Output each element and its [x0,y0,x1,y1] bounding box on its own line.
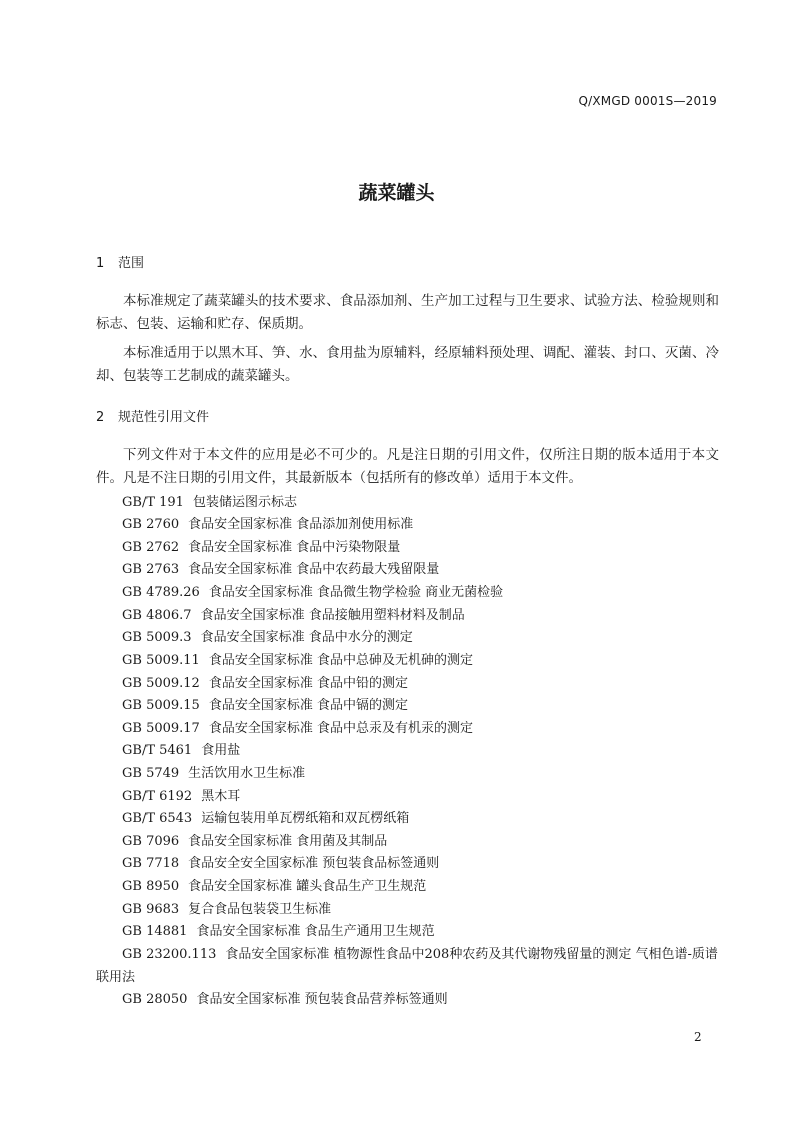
reference-title: 包装储运图示标志 [192,495,297,510]
reference-code: GB 5009.11 [122,653,200,668]
reference-item [122,652,473,670]
section-1-paragraph-2: 本标准适用于以黑木耳、笋、水、食用盐为原辅料，经原辅料预处理、调配、灌装、封口、灭菌、冷却、包装等工艺制成的蔬菜罐头。 [96,345,719,384]
reference-code: GB 7718 [122,856,180,871]
reference-title: 食品安全国家标准 食品接触用塑料材料及制品 [200,608,465,623]
section-2-number: 2 [96,410,105,425]
section-2-intro: 下列文件对于本文件的应用是必不可少的。凡是注日期的引用文件，仅所注日期的版本适用于本文件。凡是不注日期的引用文件，其最新版本（包括所有的修改单）适用于本文件。 [96,447,719,486]
reference-item [122,629,413,647]
reference-item [122,991,448,1009]
section-1-title: 范围 [118,256,145,271]
reference-code: GB/T 6192 [122,789,193,804]
reference-code: GB 9683 [122,902,180,917]
reference-code: GB 5009.3 [122,630,192,645]
reference-code: GB 5009.17 [122,721,200,736]
reference-item [122,878,426,896]
reference-title: 食品安全国家标准 食品中农药最大残留限量 [188,562,440,577]
reference-code: GB 5009.15 [122,698,200,713]
reference-title: 食品安全国家标准 罐头食品生产卫生规范 [188,879,427,894]
reference-title: 食品安全国家标准 食品微生物学检验 商业无菌检验 [208,585,504,600]
reference-title: 食品安全国家标准 预包装食品营养标签通则 [196,992,448,1007]
reference-item [122,516,413,534]
reference-title: 黑木耳 [201,789,241,804]
reference-title: 食品安全安全国家标准 预包装食品标签通则 [188,856,440,871]
reference-code: GB 4806.7 [122,608,192,623]
reference-title: 食品安全国家标准 植物源性食品中208种农药及其代谢物残留量的测定 气相色谱-质谱联用法 [96,947,718,985]
reference-code: GB 4789.26 [122,585,200,600]
reference-code: GB 7096 [122,834,180,849]
reference-code: GB 28050 [122,992,188,1007]
reference-code: GB 2763 [122,562,180,577]
reference-title: 食品安全国家标准 食品中铅的测定 [208,676,408,691]
page-title: 蔬菜罐头 [358,182,435,204]
standard-code: Q/XMGD 0001S—2019 [578,94,717,108]
reference-title: 食品安全国家标准 食品添加剂使用标准 [188,517,414,532]
reference-title: 复合食品包装袋卫生标准 [188,902,332,917]
reference-code: GB 5009.12 [122,676,200,691]
reference-title: 食品安全国家标准 食品生产通用卫生规范 [196,924,435,939]
reference-item [122,584,503,602]
reference-code: GB 23200.113 [122,947,217,962]
reference-item [122,742,240,760]
reference-item [122,607,465,625]
reference-item [122,720,473,738]
reference-code: GB 5749 [122,766,180,781]
reference-title: 食品安全国家标准 食品中总汞及有机汞的测定 [208,721,473,736]
section-1-paragraph-1: 本标准规定了蔬菜罐头的技术要求、食品添加剂、生产加工过程与卫生要求、试验方法、检验规则和标志、包装、运输和贮存、保质期。 [96,293,719,332]
reference-code: GB/T 191 [122,495,184,510]
reference-item [122,494,297,512]
reference-code: GB 2760 [122,517,180,532]
reference-item [122,675,408,693]
reference-item [122,539,400,557]
reference-item [122,855,439,873]
reference-item [122,561,439,579]
reference-title: 运输包装用单瓦楞纸箱和双瓦楞纸箱 [201,811,410,826]
reference-title: 食用盐 [201,743,241,758]
reference-code: GB 14881 [122,924,188,939]
reference-code: GB 2762 [122,540,180,555]
reference-title: 食品安全国家标准 食品中镉的测定 [208,698,408,713]
reference-item [122,810,409,828]
reference-item [122,788,240,806]
section-2-title: 规范性引用文件 [118,410,210,425]
reference-item [122,833,387,851]
reference-item [122,901,331,919]
section-1-number: 1 [96,256,105,271]
reference-code: GB/T 6543 [122,811,193,826]
reference-item [122,765,305,783]
reference-title: 食品安全国家标准 食品中污染物限量 [188,540,401,555]
reference-item [122,697,408,715]
reference-title: 食品安全国家标准 食品中总砷及无机砷的测定 [208,653,473,668]
reference-code: GB 8950 [122,879,180,894]
reference-title: 食品安全国家标准 食用菌及其制品 [188,834,388,849]
reference-item [96,943,719,989]
reference-title: 食品安全国家标准 食品中水分的测定 [200,630,413,645]
reference-title: 生活饮用水卫生标准 [188,766,306,781]
reference-code: GB/T 5461 [122,743,193,758]
reference-item [122,923,435,941]
page-number: 2 [694,1030,702,1044]
